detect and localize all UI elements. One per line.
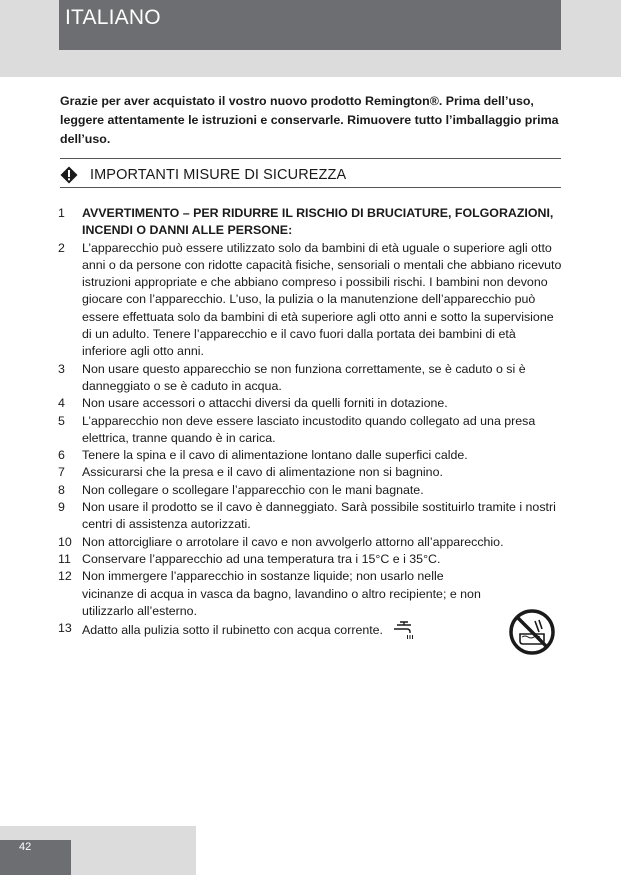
warning-icon	[60, 166, 78, 184]
item-number: 12	[58, 569, 72, 584]
item-text: Non immergere l’apparecchio in sostanze liquide; non usarlo nelle vicinanze di acqua in vasca da bagno, lavandino o altro recipiente; e non utilizzarlo all’esterno.	[82, 569, 481, 618]
item-text: Non attorcigliare o arrotolare il cavo e non avvolgerlo attorno all’apparecchio.	[82, 534, 504, 549]
language-tab	[59, 0, 561, 50]
item-number: 11	[58, 551, 71, 566]
item-number: 3	[58, 361, 65, 376]
item-number: 5	[58, 413, 65, 428]
item-text-wrap	[82, 620, 562, 640]
list-item	[58, 464, 562, 481]
list-item	[58, 205, 562, 240]
list-item	[58, 534, 562, 551]
list-item	[58, 551, 562, 568]
tap-icon	[393, 620, 415, 640]
section-title: IMPORTANTI MISURE DI SICUREZZA	[90, 167, 347, 183]
list-item	[58, 413, 562, 448]
item-number: 4	[58, 396, 65, 411]
list-item	[58, 361, 562, 396]
list-item	[58, 568, 562, 620]
section-rule-bottom	[60, 187, 561, 188]
list-item	[58, 395, 562, 412]
section-heading	[60, 163, 561, 187]
list-item	[58, 620, 562, 640]
item-number: 7	[58, 465, 65, 480]
item-number: 2	[58, 240, 65, 255]
item-number: 8	[58, 482, 65, 497]
item-text: Tenere la spina e il cavo di alimentazione lontano dalle superfici calde.	[82, 448, 468, 463]
item-text: L’apparecchio non deve essere lasciato incustodito quando collegato ad una presa elettrica, tranne quando è in carica.	[82, 413, 536, 445]
item-text: L’apparecchio può essere utilizzato solo da bambini di età uguale o superiore agli otto anni o da persone con ridotte capacità fisiche, sensoriali o mentali che abbiano ricevuto istruzioni appropriate e che abbiano compreso i possibili rischi. I bambini non devono giocare con l’apparecchio. L’uso, la pulizia o la manutenzione dell’apparecchio può essere effettuata solo da bambini di età superiore agli otto anni e sotto la supervisione di un adulto. Tenere l’apparecchio e il cavo fuori dalla portata dei bambini di età inferiore agli otto anni.	[82, 240, 562, 359]
intro-text: Grazie per aver acquistato il vostro nuovo prodotto Remington®. Prima dell’uso, leggere attentamente le istruzioni e conservarle. Rimuovere tutto l’imballaggio prima dell’uso.	[60, 94, 559, 146]
no-water-icon	[508, 608, 556, 656]
item-number: 6	[58, 448, 65, 463]
item-number: 1	[58, 206, 65, 220]
item-text: Assicurarsi che la presa e il cavo di alimentazione non si bagnino.	[82, 465, 443, 480]
list-item	[58, 482, 562, 499]
item-text: Non collegare o scollegare l’apparecchio con le mani bagnate.	[82, 482, 424, 497]
list-item	[58, 240, 562, 361]
item-text: Adatto alla pulizia sotto il rubinetto con acqua corrente.	[82, 623, 383, 638]
item-text: Non usare questo apparecchio se non funziona correttamente, se è caduto o si è danneggiato o se è caduto in acqua.	[82, 361, 526, 393]
item-number: 10	[58, 534, 72, 549]
page-number-tab	[0, 840, 71, 875]
page-number: 42	[19, 841, 32, 853]
item-number: 13	[58, 621, 72, 636]
item-text: AVVERTIMENTO – PER RIDURRE IL RISCHIO DI BRUCIATURE, FOLGORAZIONI, INCENDI O DANNI ALLE PERSONE:	[82, 206, 554, 238]
item-text: Conservare l’apparecchio ad una temperatura tra i 15°C e i 35°C.	[82, 551, 441, 566]
list-item	[58, 499, 562, 534]
item-text: Non usare il prodotto se il cavo è danneggiato. Sarà possibile sostituirlo tramite i nostri centri di assistenza autorizzati.	[82, 500, 556, 532]
item-number: 9	[58, 500, 65, 515]
item-text: Non usare accessori o attacchi diversi da quelli forniti in dotazione.	[82, 396, 448, 411]
language-title: ITALIANO	[65, 6, 161, 29]
section-rule-top	[60, 158, 561, 159]
list-item	[58, 447, 562, 464]
safety-list	[58, 205, 562, 640]
